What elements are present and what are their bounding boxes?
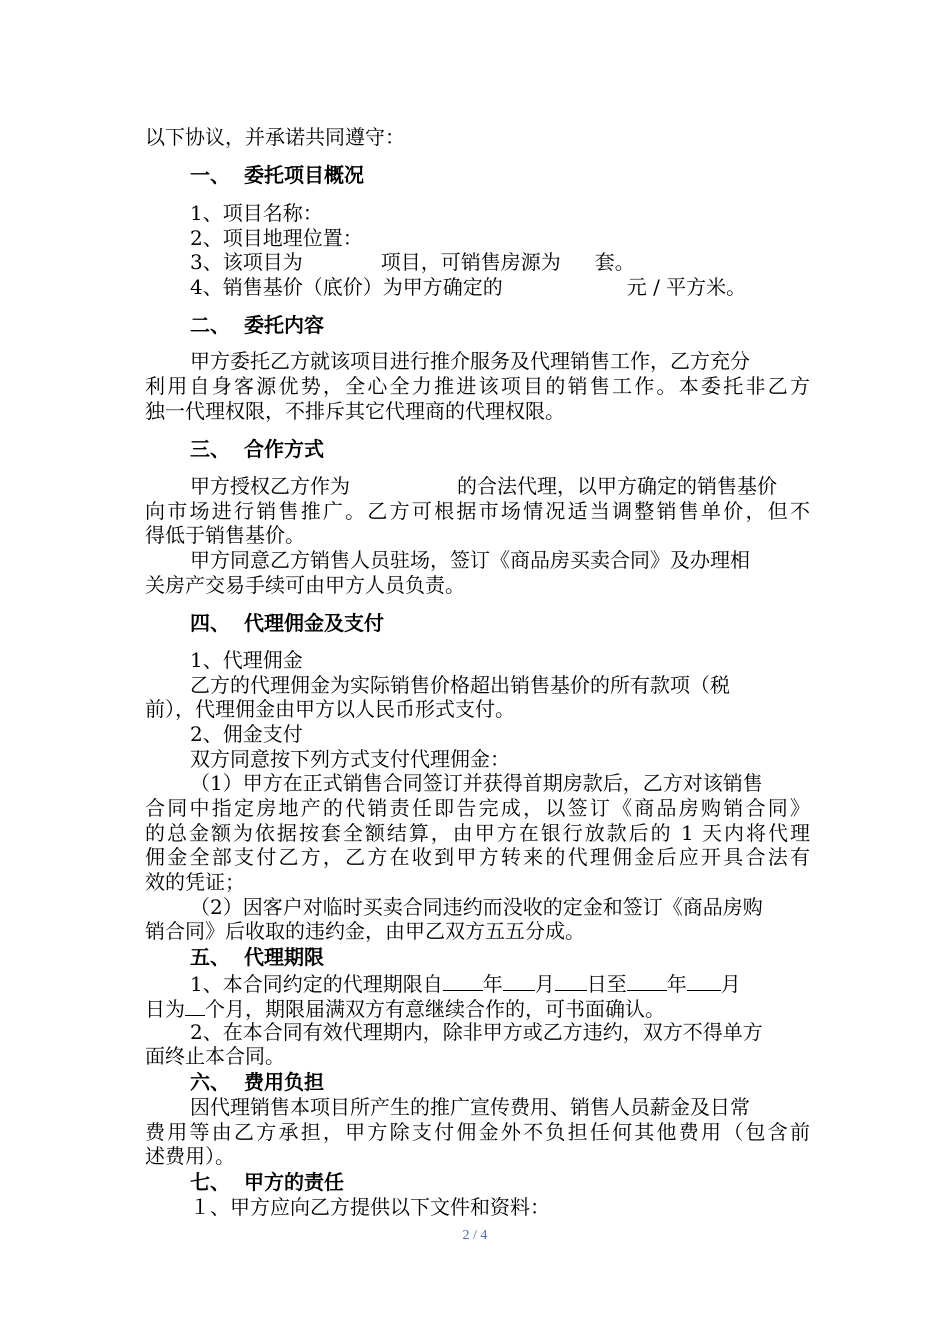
section-heading-6 — [190, 1070, 855, 1094]
heading-title: 甲方的责任 — [244, 1170, 344, 1194]
paragraph-line: 销合同》后收取的违约金，由甲乙双方五五分成。 — [145, 919, 585, 943]
paragraph-line: 向市场进行销售推广。乙方可根据市场情况适当调整销售单价，但不 — [145, 499, 810, 523]
paragraph-line: 佣金全部支付乙方，乙方在收到甲方转来的代理佣金后应开具合法有 — [145, 845, 810, 869]
text-segment: 套。 — [594, 250, 635, 274]
text-segment: 的合法代理，以甲方确定的销售基价 — [457, 474, 777, 498]
section-heading-4 — [190, 611, 855, 635]
paragraph-line: 利用自身客源优势，全心全力推进该项目的销售工作。本委托非乙方 — [145, 374, 810, 398]
heading-number: 七、 — [190, 1170, 230, 1194]
date-blank — [627, 970, 667, 991]
text-segment: 个月，期限届满双方有意继续合作的，可书面确认。 — [205, 997, 665, 1021]
paragraph-line: 1、项目名称： — [190, 201, 323, 225]
section-heading-5 — [190, 945, 855, 969]
paragraph-line: １、甲方应向乙方提供以下文件和资料： — [190, 1195, 550, 1219]
paragraph-line: 得低于销售基价。 — [145, 523, 305, 547]
paragraph-line: 2、项目地理位置： — [190, 226, 363, 250]
paragraph-line: 面终止本合同。 — [145, 1044, 285, 1068]
paragraph-line — [190, 275, 855, 299]
text-segment: 月 — [534, 972, 555, 996]
text-segment: 4、销售基价（底价）为甲方确定的 — [190, 275, 503, 299]
intro-line: 以下协议，并承诺共同遵守： — [145, 125, 405, 149]
paragraph-line: 述费用）。 — [145, 1144, 235, 1168]
paragraph-line: 2、在本合同有效代理期内，除非甲方或乙方违约，双方不得单方 — [190, 1020, 763, 1044]
paragraph-line: 效的凭证； — [145, 870, 245, 894]
paragraph-line: 前），代理佣金由甲方以人民币形式支付。 — [145, 697, 515, 721]
heading-number: 四、 — [190, 611, 230, 635]
heading-number: 一、 — [190, 163, 230, 187]
paragraph-line: 关房产交易手续可由甲方人员负责。 — [145, 573, 465, 597]
paragraph-line — [190, 970, 855, 994]
paragraph-line: 甲方委托乙方就该项目进行推介服务及代理销售工作，乙方充分 — [190, 349, 750, 373]
heading-title: 代理佣金及支付 — [244, 611, 384, 635]
paragraph-line: 独一代理权限，不排斥其它代理商的代理权限。 — [145, 399, 565, 423]
text-segment: 月 — [720, 972, 741, 996]
text-segment: 年 — [666, 972, 687, 996]
paragraph-line: 双方同意按下列方式支付代理佣金： — [190, 747, 510, 771]
heading-title: 合作方式 — [244, 437, 324, 461]
text-segment: 3、该项目为 — [190, 250, 303, 274]
duration-blank — [185, 995, 205, 1016]
paragraph-line: 乙方的代理佣金为实际销售价格超出销售基价的所有款项（税 — [190, 673, 730, 697]
text-segment: 1、本合同约定的代理期限自 — [190, 972, 443, 996]
date-blank — [555, 970, 587, 991]
heading-title: 代理期限 — [244, 945, 324, 969]
section-heading-7 — [190, 1170, 855, 1194]
paragraph-line: 合同中指定房地产的代销责任即告完成，以签订《商品房购销合同》 — [145, 796, 810, 820]
section-heading-2 — [190, 313, 855, 337]
heading-number: 六、 — [190, 1070, 230, 1094]
heading-number: 二、 — [190, 313, 230, 337]
paragraph-line — [190, 250, 855, 274]
text-segment: 甲方授权乙方作为 — [190, 474, 350, 498]
page-number: 2 / 4 — [462, 1228, 488, 1243]
paragraph-line: 2、佣金支付 — [190, 722, 303, 746]
text-segment: 年 — [482, 972, 503, 996]
heading-number: 三、 — [190, 437, 230, 461]
heading-title: 委托项目概况 — [244, 163, 364, 187]
paragraph-line: 费用等由乙方承担，甲方除支付佣金外不负担任何其他费用（包含前 — [145, 1120, 810, 1144]
paragraph-line: 1、代理佣金 — [190, 648, 303, 672]
paragraph-line — [190, 474, 855, 498]
text-segment: 日至 — [586, 972, 627, 996]
paragraph-line: 因代理销售本项目所产生的推广宣传费用、销售人员薪金及日常 — [190, 1095, 750, 1119]
paragraph-line: （2）因客户对临时买卖合同违约而没收的定金和签订《商品房购 — [190, 895, 763, 919]
paragraph-line: 的总金额为依据按套全额结算，由甲方在银行放款后的 1 天内将代理 — [145, 821, 810, 845]
text-segment: 元 / 平方米。 — [626, 275, 747, 299]
heading-title: 委托内容 — [244, 313, 324, 337]
heading-number: 五、 — [190, 945, 230, 969]
section-heading-3 — [190, 437, 855, 461]
text-segment: 项目，可销售房源为 — [380, 250, 561, 274]
date-blank — [687, 970, 721, 991]
paragraph-line: 甲方同意乙方销售人员驻场，签订《商品房买卖合同》及办理相 — [190, 548, 750, 572]
section-heading-1 — [190, 163, 855, 187]
paragraph-line: （1）甲方在正式销售合同签订并获得首期房款后，乙方对该销售 — [190, 771, 763, 795]
paragraph-line — [145, 995, 810, 1019]
date-blank — [503, 970, 535, 991]
heading-title: 费用负担 — [244, 1070, 324, 1094]
date-blank — [443, 970, 483, 991]
text-segment: 日为 — [145, 997, 185, 1021]
